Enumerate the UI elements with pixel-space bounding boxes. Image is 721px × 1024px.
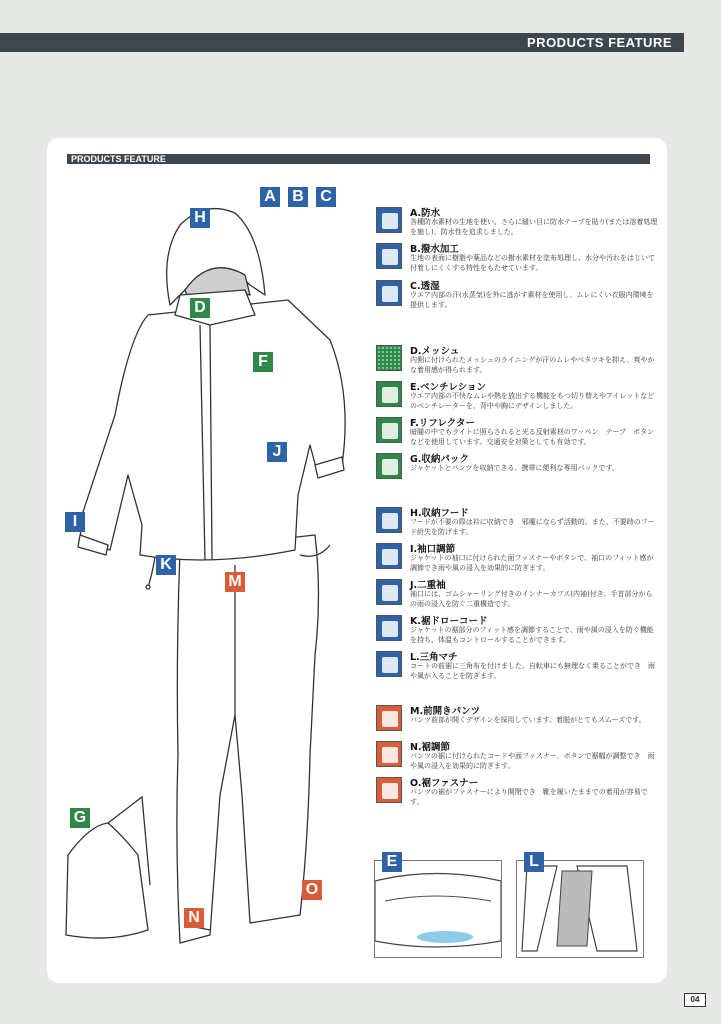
feature-title: G.収納パック — [410, 454, 469, 465]
tag-e: E — [382, 852, 402, 872]
feature-title: B.撥水加工 — [410, 244, 459, 255]
tag-m: M — [225, 572, 245, 592]
cuff-adjust-icon — [376, 543, 402, 569]
feature-title: J.二重袖 — [410, 580, 446, 591]
gusset-detail-drawing — [517, 861, 643, 957]
header-title: PRODUCTS FEATURE — [527, 35, 672, 50]
feature-description: フードが不要の際は衿に収納でき 邪魔にならず活動的。また、不要時のフード紛失を防げます。 — [410, 518, 655, 536]
drawcord-icon — [376, 615, 402, 641]
tag-i: I — [65, 512, 85, 532]
feature-description: ジャケットの裾部分のフィット感を調節することで、雨や風の浸入を防ぐ機能を持ち、体温もコントロールすることができます。 — [410, 626, 654, 644]
feature-title: F.リフレクター — [410, 418, 475, 429]
tag-d: D — [190, 298, 210, 318]
feature-title: C.透湿 — [410, 281, 440, 292]
header-bar — [0, 33, 684, 52]
hem-zipper-icon — [376, 777, 402, 803]
feature-title: O.裾ファスナー — [410, 778, 479, 789]
ventilation-detail-drawing — [375, 861, 501, 957]
feature-description: パンツ前部が開くデザインを採用しています。着脱がとてもスムーズです。 — [410, 716, 646, 724]
waterproof-icon — [376, 207, 402, 233]
feature-title: D.メッシュ — [410, 346, 460, 357]
gusset-detail-image — [516, 860, 644, 958]
front-open-pants-icon — [376, 705, 402, 731]
panel-title: PRODUCTS FEATURE — [71, 154, 166, 164]
tag-k: K — [156, 555, 176, 575]
tag-l: L — [524, 852, 544, 872]
hood-icon — [376, 507, 402, 533]
tag-g: G — [70, 808, 90, 828]
tag-c: C — [316, 187, 336, 207]
feature-title: M.前開きパンツ — [410, 706, 481, 717]
feature-description: ウエア内部の汗(水蒸気)を外に逃がす素材を使用し、ムレにくい衣服内環境を提供します。 — [410, 291, 654, 309]
ventilation-detail-image — [374, 860, 502, 958]
gusset-icon — [376, 651, 402, 677]
tag-f: F — [253, 352, 273, 372]
ventilation-icon — [376, 381, 402, 407]
water-repellent-icon — [376, 243, 402, 269]
feature-title: A.防水 — [410, 208, 441, 219]
storage-pack-icon — [376, 453, 402, 479]
double-sleeve-icon — [376, 579, 402, 605]
raincoat-illustration — [60, 195, 380, 975]
tag-n: N — [184, 908, 204, 928]
reflector-icon — [376, 417, 402, 443]
mesh-icon — [376, 345, 402, 371]
feature-description: コートの前裾に三角布を付けました。自転車にも無理なく乗ることができ 雨や風が入ることを防ぎます。 — [410, 662, 655, 680]
tag-j: J — [267, 442, 287, 462]
tag-o: O — [302, 880, 322, 900]
feature-description: パンツの裾がファスナーにより開閉でき 靴を履いたままでの着用が容易です。 — [410, 788, 648, 806]
tag-a: A — [260, 187, 280, 207]
feature-title: K.裾ドローコード — [410, 616, 488, 627]
feature-description: パンツの裾に付けられたコードや面ファスナー、ボタンで裾幅が調整でき 雨や風の浸入を効果的に防ぎます。 — [410, 752, 655, 770]
feature-description: 暗闇の中でもライトに照らされると光る反射素材のワッペン テープ ボタンなどを使用しています。交通安全対策としても有効です。 — [410, 428, 655, 446]
feature-description: ウエア内部の不快なムレや熱を放出する機能をもつ切り替えやアイレットなどのベンチレーターを、背中や胸にデザインしました。 — [410, 392, 655, 410]
breathable-icon — [376, 280, 402, 306]
hem-adjust-icon — [376, 741, 402, 767]
feature-description: ジャケットの袖口に付けられた面ファスナーやボタンで、袖口のフィット感が調節でき雨や風の浸入を効果的に防ぎます。 — [410, 554, 654, 572]
feature-title: E.ベンチレション — [410, 382, 486, 393]
feature-description: ジャケットとパンツを収納できる、携帯に便利な専用パックです。 — [410, 464, 619, 472]
feature-title: H.収納フード — [410, 508, 469, 519]
feature-title: N.裾調節 — [410, 742, 451, 753]
feature-title: I.袖口調節 — [410, 544, 456, 555]
tag-b: B — [288, 187, 308, 207]
feature-description: 各種防水素材の生地を使い、さらに縫い目に防水テープを貼り(または溶着処理を施し)、防水性を追求しました。 — [410, 218, 658, 236]
tag-h: H — [190, 208, 210, 228]
feature-description: 袖口には、ゴムシャーリング付きのインナーカフス(内袖)付き。手首部分からの雨の浸入を防ぐ二重構造です。 — [410, 590, 653, 608]
feature-description: 生地の表面に樹脂や薬品などの撥水素材を塗布処理し、水分や汚れをはじいて付着しにくくする特性をもたせています。 — [410, 254, 655, 272]
feature-description: 内側に付けられたメッシュのライニングが汗のムレやベタツキを抑え、爽やかな着用感が得られます。 — [410, 356, 655, 374]
page-number: 04 — [684, 993, 706, 1007]
feature-title: L.三角マチ — [410, 652, 458, 663]
panel-title-bar — [67, 154, 650, 164]
